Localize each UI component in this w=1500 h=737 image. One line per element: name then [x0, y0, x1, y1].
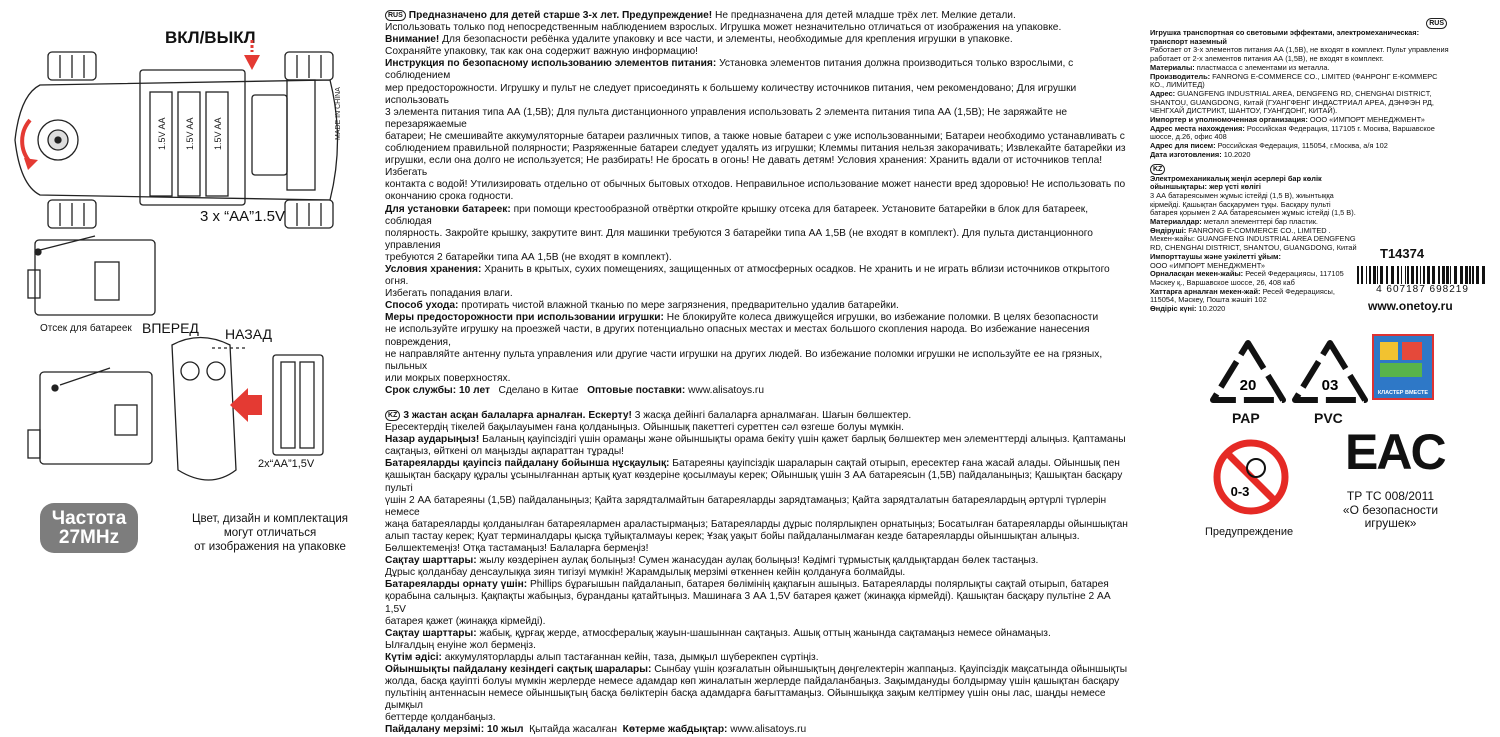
ru-instructions: RUS Предназначено для детей старше 3-х лет. Предупреждение! Не предназначена для детей младше трёх лет. Мелкие детали. Использовать только под непосредственным наблюдением взрослых. Игрушка может незначительно отличаться от изображения на упаковке. Внимание! Для безопасности ребёнка удалите упаковку и все части, и элементы, необходимые для крепления игрушки в упаковке. Сохраняйте упаковку, так как она содержит важную информацию! Инструкция по безопасному использованию элементов питания: Установка элементов питания должна производиться только взрослыми, с соблюдением мер предосторожности. Игрушку и пульт не следует присоединять к большему количеству источников питания, чем рекомендовано; Для игрушки использовать 3 элемента питания типа АА (1,5В); Для пульта дистанционного управления использовать 2 элемента питания типа АА (1,5В); Не заряжайте не перезаряжаемые батареи; Не смешивайте аккумуляторные батареи различных типов, а также новые батареи с уже использованными; Батареи необходимо устанавливать с соблюдением правильной полярности; Разряженные батареи следует удалять из игрушки; Клеммы питания нельзя закорачивать; Извлекайте батарейки из игрушки, если она долго не используется; Не разбирать! Не бросать в огонь! Не давать детям! Условия хранения: Хранить вдали от источников тепла! Избегать контакта с водой! Утилизировать отдельно от обычных бытовых отходов. Неправильное использование может нанести вред здоровью! Не использовать по окончанию срока годности. Для установки батареек: при помощи крестообразной отвёртки откройте крышку отсека для батареек. Установите батарейки в блок для батареек, соблюдая полярность. Закройте крышку, закрутите винт. Для машинки требуются 3 батарейки типа АА 1,5В (не входят в комплект). Для пульта дистанционного управления требуются 2 батарейки типа АА 1,5В (не входят в комплект). Условия хранения: Хранить в крытых, сухих помещениях, защищенных от атмосферных осадков. Не хранить и не играть вблизи источников открытого огня. Избегать попадания влаги. Способ ухода: протирать чистой влажной тканью по мере загрязнения, предварительно удалив батарейки. Меры предосторожности при использовании игрушки: Не блокируйте колеса движущейся игрушки, во избежание поломки. В целях безопасности не используйте игрушку на проезжей части, в других потенциально опасных местах и местах большого скопления народа. Во избежание нанесения повреждения, не направляйте антенну пульта управления или другие части игрушки на других людей. Во избежание поломки игрушки не используйте ее на грязных, пыльных или мокрых поверхностях. Срок службы: 10 лет Сделано в Китае Оптовые поставки: www.alisatoys.ru — [385, 10, 1126, 396]
info-line: Дата изготовления: 10.2020 — [1150, 149, 1251, 159]
info-line: Өндіріс күні: 10.2020 — [1150, 304, 1226, 314]
frequency-title: Частота — [51, 508, 127, 529]
recycle-pvc-icon — [1290, 338, 1370, 413]
svg-text:03: 03 — [1321, 377, 1339, 394]
frequency-badge — [40, 503, 138, 553]
brand-logo: КЛАСТЕР ВМЕСТЕ — [1372, 334, 1434, 400]
tr-line: игрушек» — [1364, 516, 1417, 530]
car-battery-label: 3 x “AA”1.5V — [200, 208, 286, 225]
info-line: Производитель: FANRONG E-COMMERCE CO., LIMITED (ФАНРОНГ Е-КОММЕРС КО., ЛИМИТЕД) — [1150, 71, 1438, 90]
recycle-pap-label: PAP — [1232, 410, 1260, 426]
info-line: Игрушка транспортная со световыми эффектами, электромеханическая: транспорт наземный — [1150, 28, 1420, 46]
info-line: Хаттарға арналған мекен-жай: Ресей Федерациясы, 115054, Мәскеу, Пошта жәшігі 102 — [1150, 286, 1335, 305]
recycle-pap-icon — [1208, 338, 1288, 413]
tr-line: «О безопасности — [1342, 502, 1439, 517]
onoff-label: ВКЛ/ВЫКЛ — [165, 28, 256, 47]
age-warning-icon — [1212, 438, 1290, 516]
info-line: ООО «ИМПОРТ МЕНЕДЖМЕНТ» — [1150, 260, 1266, 270]
info-line: Адрес: GUANGFENG INDUSTRIAL AREA, DENGFENG RD, CHENGHAI DISTRICT, SHANTOU, GUANGDONG, Китай (ГУАНГФЕНГ ИНДАСТРИАЛ АРЕА, ДЭНФЭН РД, ЧЕНГХАЙ ДИСТРИКТ, ШАНТОУ, ГУАНГДОНГ, КИТАЙ). — [1150, 88, 1434, 116]
info-line: Материалы: пластмасса с элементами из металла. — [1150, 62, 1330, 72]
info-line: Электромеханикалық жеңіл әсерлері бар көлік ойыншықтары: жер үсті көлігі — [1150, 173, 1322, 192]
battery-compartment-label: Отсек для батареек — [40, 323, 132, 334]
disclaimer-text — [170, 512, 370, 554]
warning-caption: Предупреждение — [1205, 526, 1294, 538]
disclaimer-line: могут отличаться — [223, 527, 317, 539]
remote-battery-label: 2x“AA”1,5V — [258, 458, 315, 470]
info-line: Адрес места нахождения: Российская Федерация, 117105 г. Москва, Варшавское шоссе, д.26, офис 408 — [1150, 123, 1435, 142]
info-line: 3 АА батареясымен жұмыс істейді (1,5 В), жиынтыққа кірмейді. Қашықтан басқарумен тұқы. Басқару пульті батарея қорымен 2 АА батареясымен жұмыс істейді (1,5 В). — [1150, 190, 1356, 218]
car-diagram — [0, 0, 380, 572]
kz-instructions: KZ 3 жастан асқан балаларға арналған. Ескерту! 3 жасқа дейінгі балаларға арналмаған. Шағын бөлшектер. Ересектердің тікелей бақылауымен ғана қолданыңыз. Ойыншық пакеттегі суреттен сәл өзгеше болуы мүмкін. Назар аударыңыз! Баланың қауіпсіздігі үшін орамаңы және ойыншықты орама бекіту үшін қажет барлық бөлшектер мен элементтерді алыңыз. Қаптаманы сақтаңыз, өйткені ол маңызды ақпараттан тұрады! Батареяларды қауіпсіз пайдалану бойынша нұсқаулық: Батареяны қауіпсіздік шараларын сақтай отырып, ересектер ғана жасай алады. Ойыншық пен қашықтан басқару құралы ұсынылғаннан артық қуат көздеріне қосылмауы керек; Ойыншық үшін 3 АА батареясын (1,5В) пайдаланыңыз; Қашықтан басқару пульті үшін 2 АА батареяны (1,5В) пайдаланыңыз; Қайта зарядталмайтын батареяларды зарядтамаңыз; Қайта зарядталатын батареялардың әртүрлі түрлерін немесе жаңа батареяларды қолданылған батареялармен араластырмаңыз; Батареяларды дұрыс полярлықпен орнатыңыз; Босатылған батареяларды ойыншықтан алып тастау керек; Қуат терминалдары қысқа тұйықталмауы керек; Ұзақ уақыт бойы пайдаланылмаған кезде батареяларды ойыншықтан алыңыз. Бөлшектемеңіз! Отқа тастамаңыз! Балаларға бермеңіз! Сақтау шарттары: жылу көздерінен аулақ болыңыз! Сумен жанасудан аулақ болыңыз! Кәдімгі тұрмыстық қалдықтардан бөлек тастаңыз. Дұрыс қолданбау денсаулыққа зиян тигізуі мүмкін! Жарамдылық мерзімі өткеннен кейін қолдануға болмайды. Батареяларды орнату үшін: Phillips бұрағышын пайдаланып, батарея бөлімінің қақпағын ашыңыз. Батареяларды полярлықты сақтай отырып, батарея қорабына салыңыз. Қақпақты жабыңыз, бұранданы қатайтыңыз. Машинаға 3 АА 1,5V батарея қажет (жинаққа кірмейді). Қашықтан басқару пультіне 2 АА 1,5V батарея қажет (жинаққа кірмейді). Сақтау шарттары: жабық, құрғақ жерде, атмосфералық жауын-шашыннан сақтаңыз. Ашық оттың жанында сақтамаңыз немесе ойнамаңыз. Ылғалдың енуіне жол бермеңіз. Күтім әдісі: аккумуляторларды алып тастағаннан кейін, таза, дымқыл шүберекпен сүртіңіз. Ойыншықты пайдалану кезіндегі сақтық шаралары: Сынбау үшін қозғалатын ойыншықтың дөңгелектерін жаппаңыз. Қауіпсіздік мақсатында ойыншықты жолда, басқа қауіпті болуы мүмкін жерлерде немесе адамдар көп жиналатын жерлерде пайдаланбаңыз. Зақымдануды болдырмау үшін қашықтан басқару пультінің антеннасын немесе ойыншықтың басқа бөліктерін басқа адамдарға бағыттамаңыз. Ойыншыққа зақым келтірмеу үшін оны лас, шаңды немесе дымқыл беттерде қолданбаңыз. Пайдалану мерзімі: 10 жыл Қытайда жасалған Көтерме жабдықтар: www.alisatoys.ru — [385, 410, 1128, 736]
info-line: Работает от 3-х элементов питания АА (1,5В), не входят в комплект. Пульт управления работает от 2-х элементов питания АА (1,5В), не входят в комплект. — [1150, 45, 1449, 64]
article-number: T14374 — [1380, 246, 1425, 261]
disclaimer-line: от изображения на упаковке — [194, 541, 346, 553]
lang-tag-rus-right: RUS — [1426, 18, 1447, 29]
info-line: Импортер и уполномоченная организация: ООО «ИМПОРТ МЕНЕДЖМЕНТ» — [1150, 115, 1425, 125]
lang-tag-kz-right: KZ — [1150, 164, 1165, 175]
tr-ts-standard — [1318, 490, 1463, 531]
back-label: НАЗАД — [225, 326, 273, 342]
cell-label-3: 1.5V AA — [213, 117, 223, 150]
lang-tag-kz: KZ — [385, 410, 400, 421]
forward-label: ВПЕРЕД — [142, 320, 199, 336]
tr-line: ТР ТС 008/2011 — [1346, 489, 1435, 503]
info-line: Орналасқан мекен-жайы: Ресей Федерациясы, 117105 Мәскеу қ., Варшавское шоссе, 26, 408 каб — [1150, 269, 1344, 287]
info-line: Адрес для писем: Российская Федерация, 115054, г.Москва, а/я 102 — [1150, 141, 1388, 151]
svg-text:0-3: 0-3 — [1230, 484, 1250, 499]
frequency-value: 27MHz — [58, 527, 120, 548]
instructions-panel — [385, 10, 1130, 736]
left-diagram-panel — [0, 0, 380, 572]
product-info-panel — [1150, 18, 1495, 568]
svg-text:20: 20 — [1239, 377, 1257, 394]
info-line: Импорттаушы және уәкілетті ұйым: — [1150, 251, 1281, 261]
barcode-digits: 4 607187 698219 — [1355, 284, 1490, 295]
info-line: Мекен-жайы: GUANGFENG INDUSTRIAL AREA DENGFENG RD, CHENGHAI DISTRICT, SHANTOU, GUANGDONG, Китай — [1150, 234, 1357, 253]
cell-label-1: 1.5V AA — [157, 117, 167, 150]
info-line: Өндіруші: FANRONG E-COMMERCE CO., LIMITED . — [1150, 225, 1331, 235]
website: www.onetoy.ru — [1368, 299, 1453, 313]
cell-label-2: 1.5V AA — [185, 117, 195, 150]
eac-mark: EAC — [1345, 424, 1445, 480]
disclaimer-line: Цвет, дизайн и комплектация — [191, 513, 348, 525]
lang-tag-rus: RUS — [385, 10, 406, 21]
recycle-pvc-label: PVC — [1314, 410, 1343, 426]
svg-text:MADE IN CHINA: MADE IN CHINA — [335, 87, 342, 140]
info-line: Материалдар: металл элементтері бар пластик. — [1150, 217, 1318, 227]
